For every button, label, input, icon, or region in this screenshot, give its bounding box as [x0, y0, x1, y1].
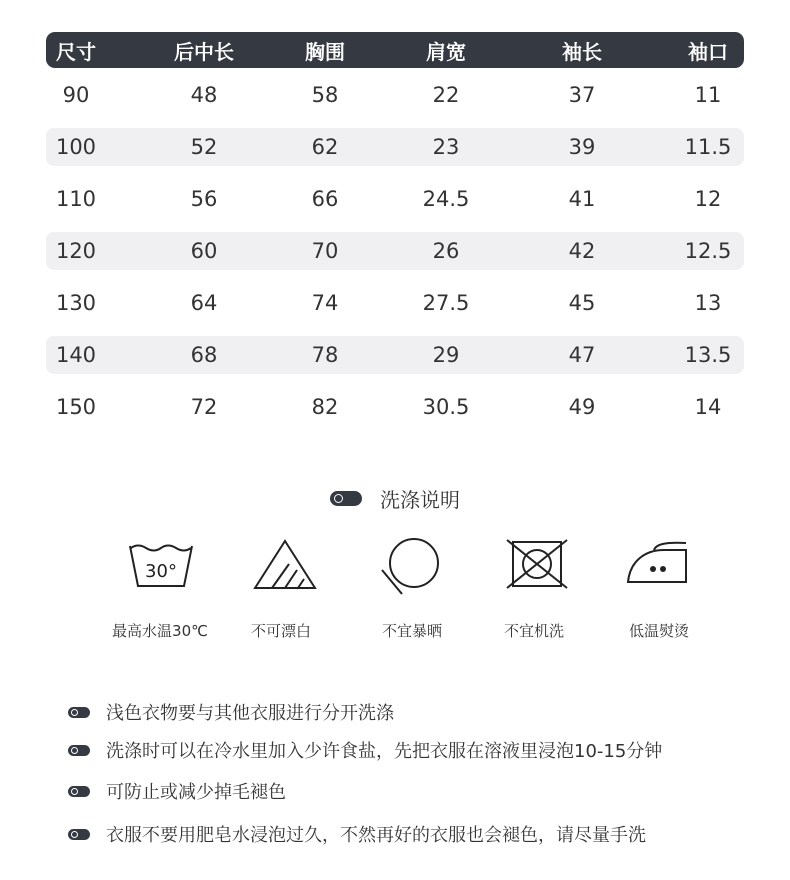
- header-sleeve-length: 袖长: [562, 39, 602, 64]
- table-cell: 22: [432, 83, 460, 107]
- wash-temp: 30°: [145, 561, 177, 582]
- table-cell: 130: [55, 291, 97, 315]
- tip-text: 洗涤时可以在冷水里加入少许食盐，先把衣服在溶液里浸泡10-15分钟: [106, 741, 663, 762]
- table-cell: 70: [311, 239, 339, 263]
- table-cell: 29: [432, 343, 460, 367]
- bullet-icon: [68, 745, 90, 756]
- table-row: [46, 336, 744, 374]
- table-header: [46, 32, 744, 68]
- table-cell: 14: [694, 395, 722, 419]
- table-cell: 78: [311, 343, 339, 367]
- header-cuff: 袖口: [688, 39, 728, 64]
- bullet-icon: [68, 707, 90, 718]
- tip-item: [68, 821, 646, 847]
- table-cell: 11: [694, 83, 722, 107]
- table-cell: 39: [568, 135, 596, 159]
- table-cell: 47: [568, 343, 596, 367]
- no-sun-dry-icon: [380, 536, 440, 596]
- tip-item: [68, 778, 286, 804]
- header-back-length: 后中长: [174, 39, 234, 64]
- no-bleach-icon: [252, 538, 318, 592]
- table-cell: 11.5: [684, 135, 732, 159]
- bullet-icon: [68, 786, 90, 797]
- table-cell: 82: [311, 395, 339, 419]
- table-cell: 24.5: [422, 187, 470, 211]
- table-cell: 52: [190, 135, 218, 159]
- care-label-machine: 不宜机洗: [503, 622, 565, 640]
- table-cell: 12: [694, 187, 722, 211]
- table-row: [46, 284, 744, 322]
- table-cell: 37: [568, 83, 596, 107]
- table-cell: 45: [568, 291, 596, 315]
- table-cell: 12.5: [684, 239, 732, 263]
- table-cell: 56: [190, 187, 218, 211]
- size-table: [46, 32, 744, 426]
- table-cell: 42: [568, 239, 596, 263]
- table-row: [46, 180, 744, 218]
- care-label-bleach: 不可漂白: [250, 622, 312, 640]
- table-cell: 27.5: [422, 291, 470, 315]
- table-cell: 23: [432, 135, 460, 159]
- table-cell: 49: [568, 395, 596, 419]
- tip-text: 衣服不要用肥皂水浸泡过久，不然再好的衣服也会褪色，请尽量手洗: [106, 825, 646, 846]
- wash-title: [0, 484, 790, 513]
- bullet-icon: [68, 829, 90, 840]
- table-cell: 58: [311, 83, 339, 107]
- care-label-temp: 最高水温30℃: [112, 622, 208, 640]
- table-cell: 48: [190, 83, 218, 107]
- table-cell: 13: [694, 291, 722, 315]
- low-iron-icon: [626, 540, 692, 588]
- table-cell: 120: [55, 239, 97, 263]
- table-cell: 66: [311, 187, 339, 211]
- tip-text: 浅色衣物要与其他衣服进行分开洗涤: [106, 703, 394, 724]
- table-cell: 62: [311, 135, 339, 159]
- tip-text: 可防止或减少掉毛褪色: [106, 782, 286, 803]
- table-row: [46, 76, 744, 114]
- table-cell: 64: [190, 291, 218, 315]
- table-cell: 30.5: [422, 395, 470, 419]
- pill-icon: [330, 491, 362, 506]
- header-size: 尺寸: [56, 39, 96, 64]
- no-machine-wash-icon: [506, 538, 568, 590]
- table-row: [46, 128, 744, 166]
- header-chest: 胸围: [305, 39, 345, 64]
- table-cell: 41: [568, 187, 596, 211]
- table-cell: 26: [432, 239, 460, 263]
- table-cell: 74: [311, 291, 339, 315]
- care-label-iron: 低温熨烫: [628, 622, 690, 640]
- table-cell: 60: [190, 239, 218, 263]
- tip-item: [68, 737, 662, 763]
- table-cell: 68: [190, 343, 218, 367]
- table-row: [46, 232, 744, 270]
- table-cell: 100: [55, 135, 97, 159]
- table-cell: 13.5: [684, 343, 732, 367]
- header-shoulder: 肩宽: [426, 39, 466, 64]
- wash-30-icon: [128, 540, 194, 592]
- tip-item: [68, 699, 394, 725]
- table-cell: 72: [190, 395, 218, 419]
- wash-title-text: 洗涤说明: [380, 488, 460, 512]
- care-label-sun: 不宜暴晒: [381, 622, 443, 640]
- table-cell: 110: [55, 187, 97, 211]
- table-row: [46, 388, 744, 426]
- table-cell: 150: [55, 395, 97, 419]
- table-cell: 140: [55, 343, 97, 367]
- table-cell: 90: [62, 83, 90, 107]
